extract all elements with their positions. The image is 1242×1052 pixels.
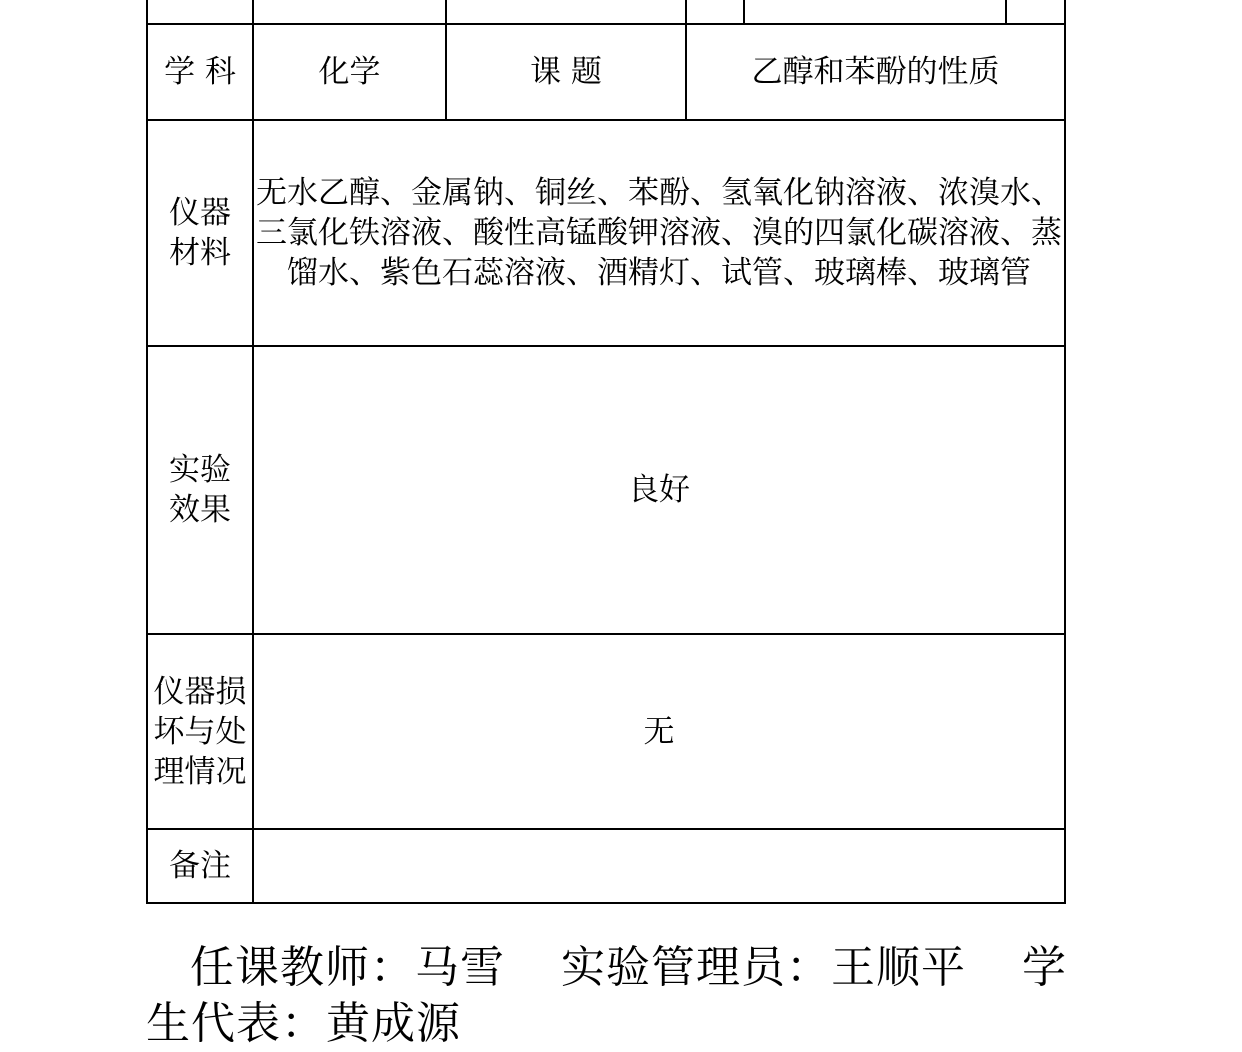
teacher-name: 马雪: [415, 942, 505, 993]
table-row-damage: [147, 634, 1065, 829]
cut-cell: [744, 0, 1006, 24]
materials-label: 仪器材料: [169, 195, 231, 271]
effect-label: 实验效果: [169, 452, 231, 528]
cut-cell: [253, 0, 446, 24]
cut-cell: [147, 0, 253, 24]
materials-label-cell: [147, 120, 253, 346]
topic-label: 课 题: [446, 24, 686, 120]
student-label: 学生代表：: [146, 942, 1067, 1049]
materials-value: 无水乙醇、金属钠、铜丝、苯酚、氢氧化钠溶液、浓溴水、三氯化铁溶液、酸性高锰酸钾溶液、溴的四氯化碳溶液、蒸馏水、紫色石蕊溶液、酒精灯、试管、玻璃棒、玻璃管: [253, 120, 1065, 346]
signature-line: [146, 940, 1106, 1052]
notes-label: 备注: [147, 829, 253, 903]
effect-label-cell: [147, 346, 253, 634]
effect-value: 良好: [253, 346, 1065, 634]
admin-label: 实验管理员：: [561, 942, 831, 993]
cut-cell: [686, 0, 744, 24]
notes-value: [253, 829, 1065, 903]
admin-name: 王顺平: [831, 942, 966, 993]
table-row-notes: [147, 829, 1065, 903]
student-name: 黄成源: [326, 998, 461, 1049]
cut-cell: [1006, 0, 1065, 24]
experiment-record-table: [146, 0, 1066, 904]
damage-value: 无: [253, 634, 1065, 829]
table-row-materials: [147, 120, 1065, 346]
damage-label: 仪器损坏与处理情况: [153, 673, 247, 790]
table-row-effect: [147, 346, 1065, 634]
teacher-label: 任课教师：: [190, 942, 415, 993]
table-row-subject: [147, 24, 1065, 120]
topic-value: 乙醇和苯酚的性质: [686, 24, 1065, 120]
subject-value: 化学: [253, 24, 446, 120]
cut-cell: [446, 0, 686, 24]
damage-label-cell: [147, 634, 253, 829]
subject-label: 学 科: [147, 24, 253, 120]
table-row-top-cut: [147, 0, 1065, 24]
